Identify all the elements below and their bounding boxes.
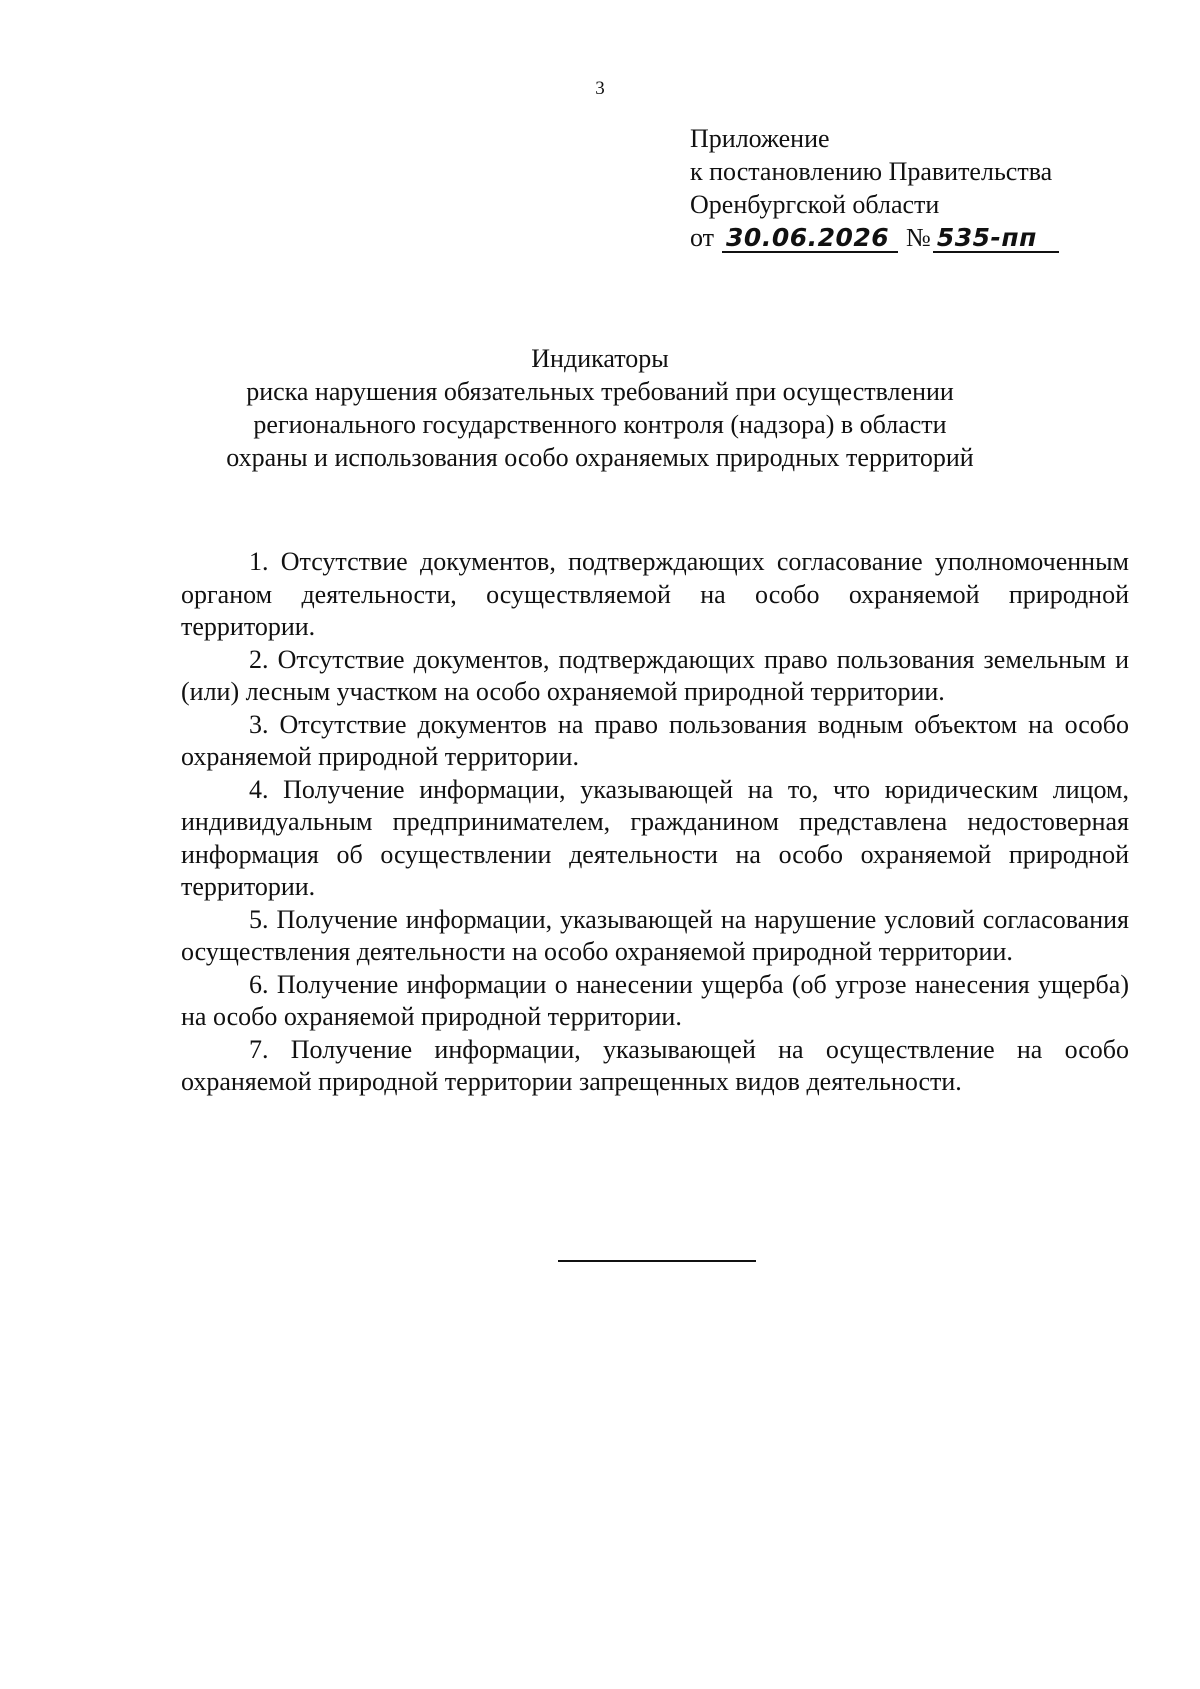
title-subline-3: охраны и использования особо охраняемых природных территорий <box>226 443 974 472</box>
title-subline-2: регионального государственного контроля (надзора) в области <box>253 410 947 439</box>
end-divider <box>558 1260 756 1262</box>
list-item: 5. Получение информации, указывающей на нарушение условий согласования осуществления деятельности на особо охраняемой природной территории. <box>181 904 1129 966</box>
list-item: 3. Отсутствие документов на право пользования водным объектом на особо охраняемой природной территории. <box>181 709 1129 771</box>
title-subline-1: риска нарушения обязательных требований при осуществлении <box>246 377 954 406</box>
list-item: 2. Отсутствие документов, подтверждающих право пользования земельным и (или) лесным участком на особо охраняемой природной территории. <box>181 644 1129 706</box>
appendix-region-line: Оренбургской области <box>690 190 940 219</box>
appendix-header <box>690 122 1059 254</box>
list-item: 7. Получение информации, указывающей на осуществление на особо охраняемой природной территории запрещенных видов деятельности. <box>181 1034 1129 1096</box>
page-number: 3 <box>595 78 605 99</box>
handwritten-date: 30.06.2026 <box>722 225 898 253</box>
appendix-resolution-line: к постановлению Правительства <box>690 157 1053 186</box>
title-main: Индикаторы <box>531 344 669 373</box>
indicator-list <box>181 546 1129 1099</box>
handwritten-number: 535-пп <box>933 225 1059 253</box>
list-item: 4. Получение информации, указывающей на то, что юридическим лицом, индивидуальным предпринимателем, гражданином представлена недостоверная информация об осуществлении деятельности на особо охраняемой природной территории. <box>181 774 1129 901</box>
list-item: 6. Получение информации о нанесении ущерба (об угрозе нанесения ущерба) на особо охраняемой природной территории. <box>181 969 1129 1031</box>
number-label: № <box>906 223 931 252</box>
list-item: 1. Отсутствие документов, подтверждающих согласование уполномоченным органом деятельности, осуществляемой на особо охраняемой природной территории. <box>181 547 1129 641</box>
appendix-label: Приложение <box>690 124 830 153</box>
document-title <box>0 342 1200 474</box>
appendix-date-number-line <box>690 221 1059 254</box>
date-prefix: от <box>690 223 715 252</box>
